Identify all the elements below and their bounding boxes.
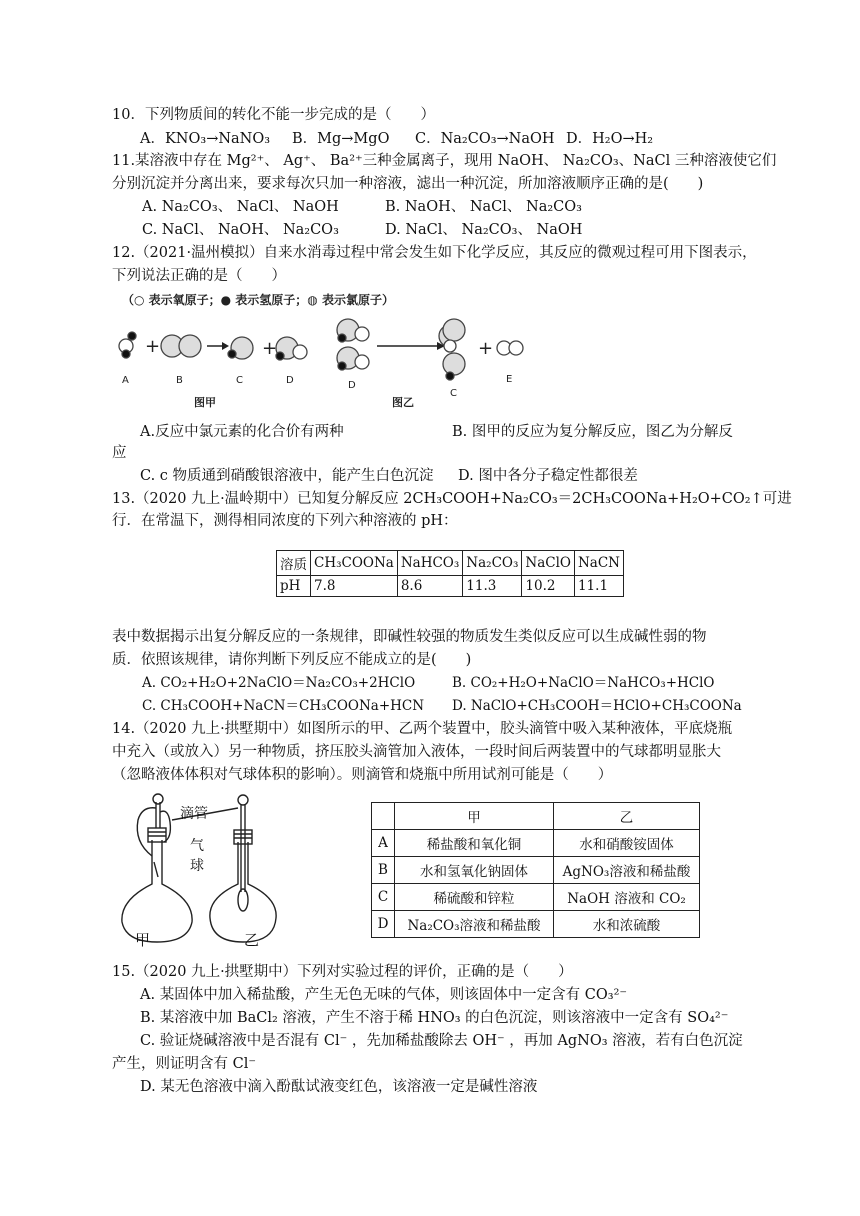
q14-label-yi: 乙 bbox=[244, 931, 260, 949]
q12-label-a: A bbox=[122, 375, 129, 386]
q12-option-b-wrap: 应 bbox=[112, 445, 127, 461]
table-cell: A bbox=[372, 830, 395, 857]
q14-reagent-table bbox=[371, 802, 700, 938]
q15-option-a: A. 某固体中加入稀盐酸，产生无色无味的气体，则该固体中一定含有 CO₃²⁻ bbox=[140, 987, 628, 1003]
table-cell bbox=[372, 803, 395, 830]
q11-stem-line1: 11.某溶液中存在 Mg²⁺、 Ag⁺、 Ba²⁺三种金属离子，现用 NaOH、 Na₂CO₃、NaCl 三种溶液使它们 bbox=[112, 153, 777, 169]
table-cell: 11.1 bbox=[574, 576, 623, 597]
table-row bbox=[372, 803, 700, 830]
table-cell: 甲 bbox=[395, 803, 554, 830]
q12-label-d: D bbox=[286, 375, 294, 386]
table-row bbox=[277, 576, 624, 597]
q12-figure-jia-caption: 图甲 bbox=[194, 396, 216, 409]
q12-stem-line2: 下列说法正确的是（ ） bbox=[112, 268, 286, 284]
q13-ph-table bbox=[276, 550, 624, 597]
q15-stem: 15.（2020 九上·拱墅期中）下列对实验过程的评价，正确的是（ ） bbox=[112, 964, 573, 980]
table-cell: 8.6 bbox=[397, 576, 462, 597]
table-cell: NaCN bbox=[574, 551, 623, 576]
q10-option-d: D．H₂O→H₂ bbox=[566, 131, 654, 147]
q14-stem-line2: 中充入（或放入）另一种物质，挤压胶头滴管加入液体，一段时间后两装置中的气球都明显胀大 bbox=[112, 744, 721, 760]
table-cell: 稀硫酸和锌粒 bbox=[395, 884, 554, 911]
q11-option-a: A. Na₂CO₃、 NaCl、 NaOH bbox=[142, 199, 339, 215]
table-row bbox=[372, 830, 700, 857]
q15-option-c: C. 验证烧碱溶液中是否混有 Cl⁻ ，先加稀盐酸除去 OH⁻ ，再加 AgNO₃ 溶液，若有白色沉淀 bbox=[140, 1033, 743, 1049]
table-cell: Na₂CO₃溶液和稀盐酸 bbox=[395, 911, 554, 938]
table-cell: 溶质 bbox=[277, 551, 311, 576]
q12-option-b: B. 图甲的反应为复分解反应，图乙为分解反 bbox=[452, 424, 733, 440]
q12-stem-line1: 12.（2021·温州模拟）自来水消毒过程中常会发生如下化学反应，其反应的微观过程可用下图表示， bbox=[112, 245, 757, 261]
q13-option-d: D. NaClO+CH₃COOH＝HClO+CH₃COONa bbox=[452, 698, 742, 714]
table-cell: 乙 bbox=[554, 803, 700, 830]
table-cell: pH bbox=[277, 576, 311, 597]
q14-label-balloon-1: 气 bbox=[190, 838, 204, 854]
q14-label-jia: 甲 bbox=[135, 931, 151, 949]
q14-apparatus-figure bbox=[112, 792, 282, 952]
q11-option-d: D. NaCl、 Na₂CO₃、 NaOH bbox=[385, 222, 583, 238]
q15-option-b: B. 某溶液中加 BaCl₂ 溶液，产生不溶于稀 HNO₃ 的白色沉淀，则该溶液中一定含有 SO₄²⁻ bbox=[140, 1010, 729, 1026]
q12-label-e: E bbox=[506, 374, 513, 385]
table-row bbox=[372, 884, 700, 911]
table-cell: B bbox=[372, 857, 395, 884]
q10-option-c: C．Na₂CO₃→NaOH bbox=[415, 131, 555, 147]
table-cell: Na₂CO₃ bbox=[463, 551, 522, 576]
q10-stem: 10．下列物质间的转化不能一步完成的是（ ） bbox=[112, 107, 435, 123]
q13-option-b: B. CO₂+H₂O+NaClO＝NaHCO₃+HClO bbox=[452, 675, 715, 691]
q13-stem-line2: 行．在常温下，测得相同浓度的下列六种溶液的 pH： bbox=[112, 513, 458, 529]
table-row bbox=[372, 857, 700, 884]
q12-figure-legend: （○ 表示氧原子；● 表示氢原子；◍ 表示氯原子） bbox=[122, 293, 394, 307]
q15-option-d: D. 某无色溶液中滴入酚酞试液变红色，该溶液一定是碱性溶液 bbox=[140, 1079, 538, 1095]
q13-option-a: A. CO₂+H₂O+2NaClO＝Na₂CO₃+2HClO bbox=[142, 675, 416, 691]
svg-text:+: + bbox=[262, 338, 278, 359]
table-cell: AgNO₃溶液和稀盐酸 bbox=[554, 857, 700, 884]
q11-stem-line2: 分别沉淀并分离出来，要求每次只加一种溶液，滤出一种沉淀，所加溶液顺序正确的是( ) bbox=[112, 176, 704, 192]
q13-stem-line1: 13.（2020 九上·温岭期中）已知复分解反应 2CH₃COOH+Na₂CO₃＝2CH₃COONa+H₂O+CO₂↑可进 bbox=[112, 491, 792, 507]
table-cell: CH₃COONa bbox=[311, 551, 398, 576]
svg-text:+: + bbox=[145, 336, 161, 357]
q11-option-b: B. NaOH、 NaCl、 Na₂CO₃ bbox=[385, 199, 582, 215]
table-cell: 水和硝酸铵固体 bbox=[554, 830, 700, 857]
table-cell: C bbox=[372, 884, 395, 911]
q11-option-c: C. NaCl、 NaOH、 Na₂CO₃ bbox=[142, 222, 339, 238]
table-cell: 7.8 bbox=[311, 576, 398, 597]
q12-option-a: A.反应中氯元素的化合价有两种 bbox=[140, 424, 344, 440]
table-cell: 稀盐酸和氧化铜 bbox=[395, 830, 554, 857]
q14-label-balloon-2: 球 bbox=[190, 858, 204, 874]
table-cell: NaOH 溶液和 CO₂ bbox=[554, 884, 700, 911]
table-cell: 水和氢氧化钠固体 bbox=[395, 857, 554, 884]
q12-option-c: C. c 物质通到硝酸银溶液中，能产生白色沉淀 bbox=[140, 468, 434, 484]
q10-option-a: A．KNO₃→NaNO₃ bbox=[140, 131, 271, 147]
q12-molecule-figure-right bbox=[440, 318, 530, 398]
q12-label-b: B bbox=[176, 375, 183, 386]
q12-figure-yi-caption: 图乙 bbox=[392, 396, 414, 409]
q12-label-d2: D bbox=[348, 380, 356, 391]
q10-option-b: B．Mg→MgO bbox=[292, 131, 390, 147]
table-cell: D bbox=[372, 911, 395, 938]
table-cell: 水和浓硫酸 bbox=[554, 911, 700, 938]
table-row bbox=[372, 911, 700, 938]
q13-option-c: C. CH₃COOH+NaCN＝CH₃COONa+HCN bbox=[142, 698, 425, 714]
table-cell: 10.2 bbox=[522, 576, 575, 597]
q13-stem-line3: 表中数据揭示出复分解反应的一条规律，即碱性较强的物质发生类似反应可以生成碱性弱的物 bbox=[112, 629, 707, 645]
q14-stem-line1: 14.（2020 九上·拱墅期中）如图所示的甲、乙两个装置中，胶头滴管中吸入某种液体，平底烧瓶 bbox=[112, 721, 733, 737]
q12-molecule-figure bbox=[112, 288, 447, 413]
q15-option-c-wrap: 产生，则证明含有 Cl⁻ bbox=[112, 1056, 256, 1072]
table-cell: 11.3 bbox=[463, 576, 522, 597]
q12-label-c: C bbox=[236, 375, 243, 386]
q13-stem-line4: 质．依照该规律，请你判断下列反应不能成立的是( ) bbox=[112, 652, 472, 668]
q12-option-d: D. 图中各分子稳定性都很差 bbox=[458, 468, 638, 484]
q12-label-c2: C bbox=[450, 388, 457, 398]
q14-label-dropper: 滴管 bbox=[180, 806, 208, 822]
table-cell: NaHCO₃ bbox=[397, 551, 462, 576]
svg-text:+: + bbox=[478, 338, 494, 359]
table-cell: NaClO bbox=[522, 551, 575, 576]
q14-stem-line3: （忽略液体体积对气球体积的影响）。则滴管和烧瓶中所用试剂可能是（ ） bbox=[112, 767, 613, 783]
table-row bbox=[277, 551, 624, 576]
